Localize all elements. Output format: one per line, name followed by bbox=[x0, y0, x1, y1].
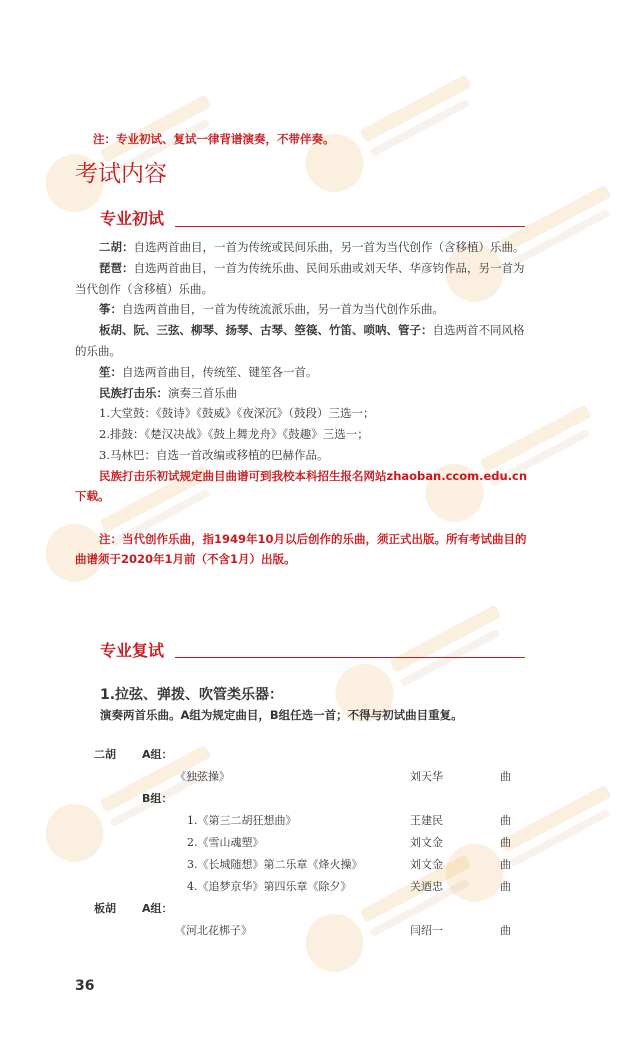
retest-subtitle: 1.拉弦、弹拨、吹管类乐器： bbox=[100, 687, 284, 703]
erhu-b-composer: 王建民 bbox=[410, 814, 443, 827]
download-note: 民族打击乐初试规定曲目曲谱可到我校本科招生报名网站zhaoban.ccom.edu.cn下载。 bbox=[75, 468, 528, 504]
retest-instruction: 演奏两首乐曲。A组为规定曲目，B组任选一首；不得与初试曲目重复。 bbox=[100, 708, 463, 722]
percussion-item: 3.马林巴：自选一首改编或移植的巴赫作品。 bbox=[99, 447, 329, 462]
percussion-label: 民族打击乐： bbox=[99, 385, 168, 400]
erhu-group-a-label: A组： bbox=[142, 748, 173, 761]
sheng-text: 自选两首曲目，传统笙、键笙各一首。 bbox=[122, 364, 318, 379]
qu-label: 曲 bbox=[500, 924, 511, 937]
erhu-b-title: 1.《第三二胡狂想曲》 bbox=[187, 814, 297, 827]
banhu-a-title: 《河北花梆子》 bbox=[175, 924, 252, 937]
pipa-label: 琵琶： bbox=[99, 260, 134, 275]
banhu-a-composer: 闫绍一 bbox=[410, 924, 443, 937]
percussion-paragraph bbox=[75, 383, 535, 404]
erhu-group-b-label: B组： bbox=[142, 792, 173, 805]
zheng-paragraph bbox=[75, 299, 535, 320]
prelim-heading-rule bbox=[175, 226, 525, 227]
percussion-item: 1.大堂鼓：《鼓诗》《鼓威》《夜深沉》（鼓段）三选一； bbox=[99, 406, 375, 421]
qu-label: 曲 bbox=[500, 836, 511, 849]
retest-heading: 专业复试 bbox=[100, 641, 165, 660]
multi-instrument-label: 板胡、阮、三弦、柳琴、扬琴、古琴、箜篌、竹笛、唢呐、管子： bbox=[99, 323, 433, 338]
sheng-paragraph bbox=[75, 362, 535, 383]
qu-label: 曲 bbox=[500, 858, 511, 871]
erhu-b-composer: 刘文金 bbox=[410, 836, 443, 849]
erhu-text: 自选两首曲目，一首为传统或民间乐曲，另一首为当代创作（含移植）乐曲。 bbox=[133, 240, 525, 254]
page-number: 36 bbox=[75, 978, 95, 994]
multi-instrument-text: 自选两首不同风格的乐曲。 bbox=[75, 323, 525, 358]
pipa-paragraph bbox=[75, 258, 535, 300]
erhu-paragraph bbox=[75, 237, 535, 258]
qu-label: 曲 bbox=[500, 770, 511, 783]
prelim-heading: 专业初试 bbox=[100, 209, 165, 228]
banhu-group-a-label: A组： bbox=[142, 902, 173, 915]
pipa-text: 自选两首曲目，一首为传统乐曲、民间乐曲或刘天华、华彦钧作品，另一首为当代创作（含移植）乐曲。 bbox=[75, 260, 525, 296]
erhu-a-title: 《独弦操》 bbox=[175, 770, 230, 783]
erhu-b-composer: 刘文金 bbox=[410, 858, 443, 871]
erhu-b-composer: 关迺忠 bbox=[410, 880, 443, 893]
qu-label: 曲 bbox=[500, 814, 511, 827]
watermark-logo bbox=[291, 828, 510, 1001]
erhu-instrument-label: 二胡 bbox=[94, 748, 116, 761]
watermark-logo bbox=[431, 758, 643, 931]
prelim-body bbox=[75, 237, 535, 570]
multi-instrument-paragraph bbox=[75, 320, 535, 362]
retest-heading-rule bbox=[175, 657, 525, 658]
percussion-item: 2.排鼓：《楚汉决战》《鼓上舞龙舟》《鼓趣》三选一； bbox=[99, 427, 369, 442]
header-note: 注：专业初试、复试一律背谱演奏，不带伴奏。 bbox=[93, 132, 335, 146]
qu-label: 曲 bbox=[500, 880, 511, 893]
watermark-logo bbox=[321, 578, 540, 751]
section-title: 考试内容 bbox=[75, 161, 167, 187]
erhu-a-composer: 刘天华 bbox=[410, 770, 443, 783]
erhu-b-title: 4.《追梦京华》第四乐章《除夕》 bbox=[187, 880, 352, 893]
zheng-label: 筝： bbox=[99, 302, 122, 317]
erhu-b-title: 3.《长城随想》第二乐章《烽火操》 bbox=[187, 858, 363, 871]
erhu-label: 二胡： bbox=[99, 240, 134, 254]
contemporary-note: 注：当代创作乐曲，指1949年10月以后创作的乐曲，须正式出版。所有考试曲目的曲谱须于2020年1月前（不含1月）出版。 bbox=[75, 531, 527, 567]
erhu-b-title: 2.《雪山魂塑》 bbox=[187, 836, 264, 849]
percussion-text: 演奏三首乐曲 bbox=[168, 385, 237, 400]
sheng-label: 笙： bbox=[99, 364, 122, 379]
banhu-instrument-label: 板胡 bbox=[94, 902, 116, 915]
zheng-text: 自选两首曲目，一首为传统流派乐曲，另一首为当代创作乐曲。 bbox=[122, 302, 444, 317]
